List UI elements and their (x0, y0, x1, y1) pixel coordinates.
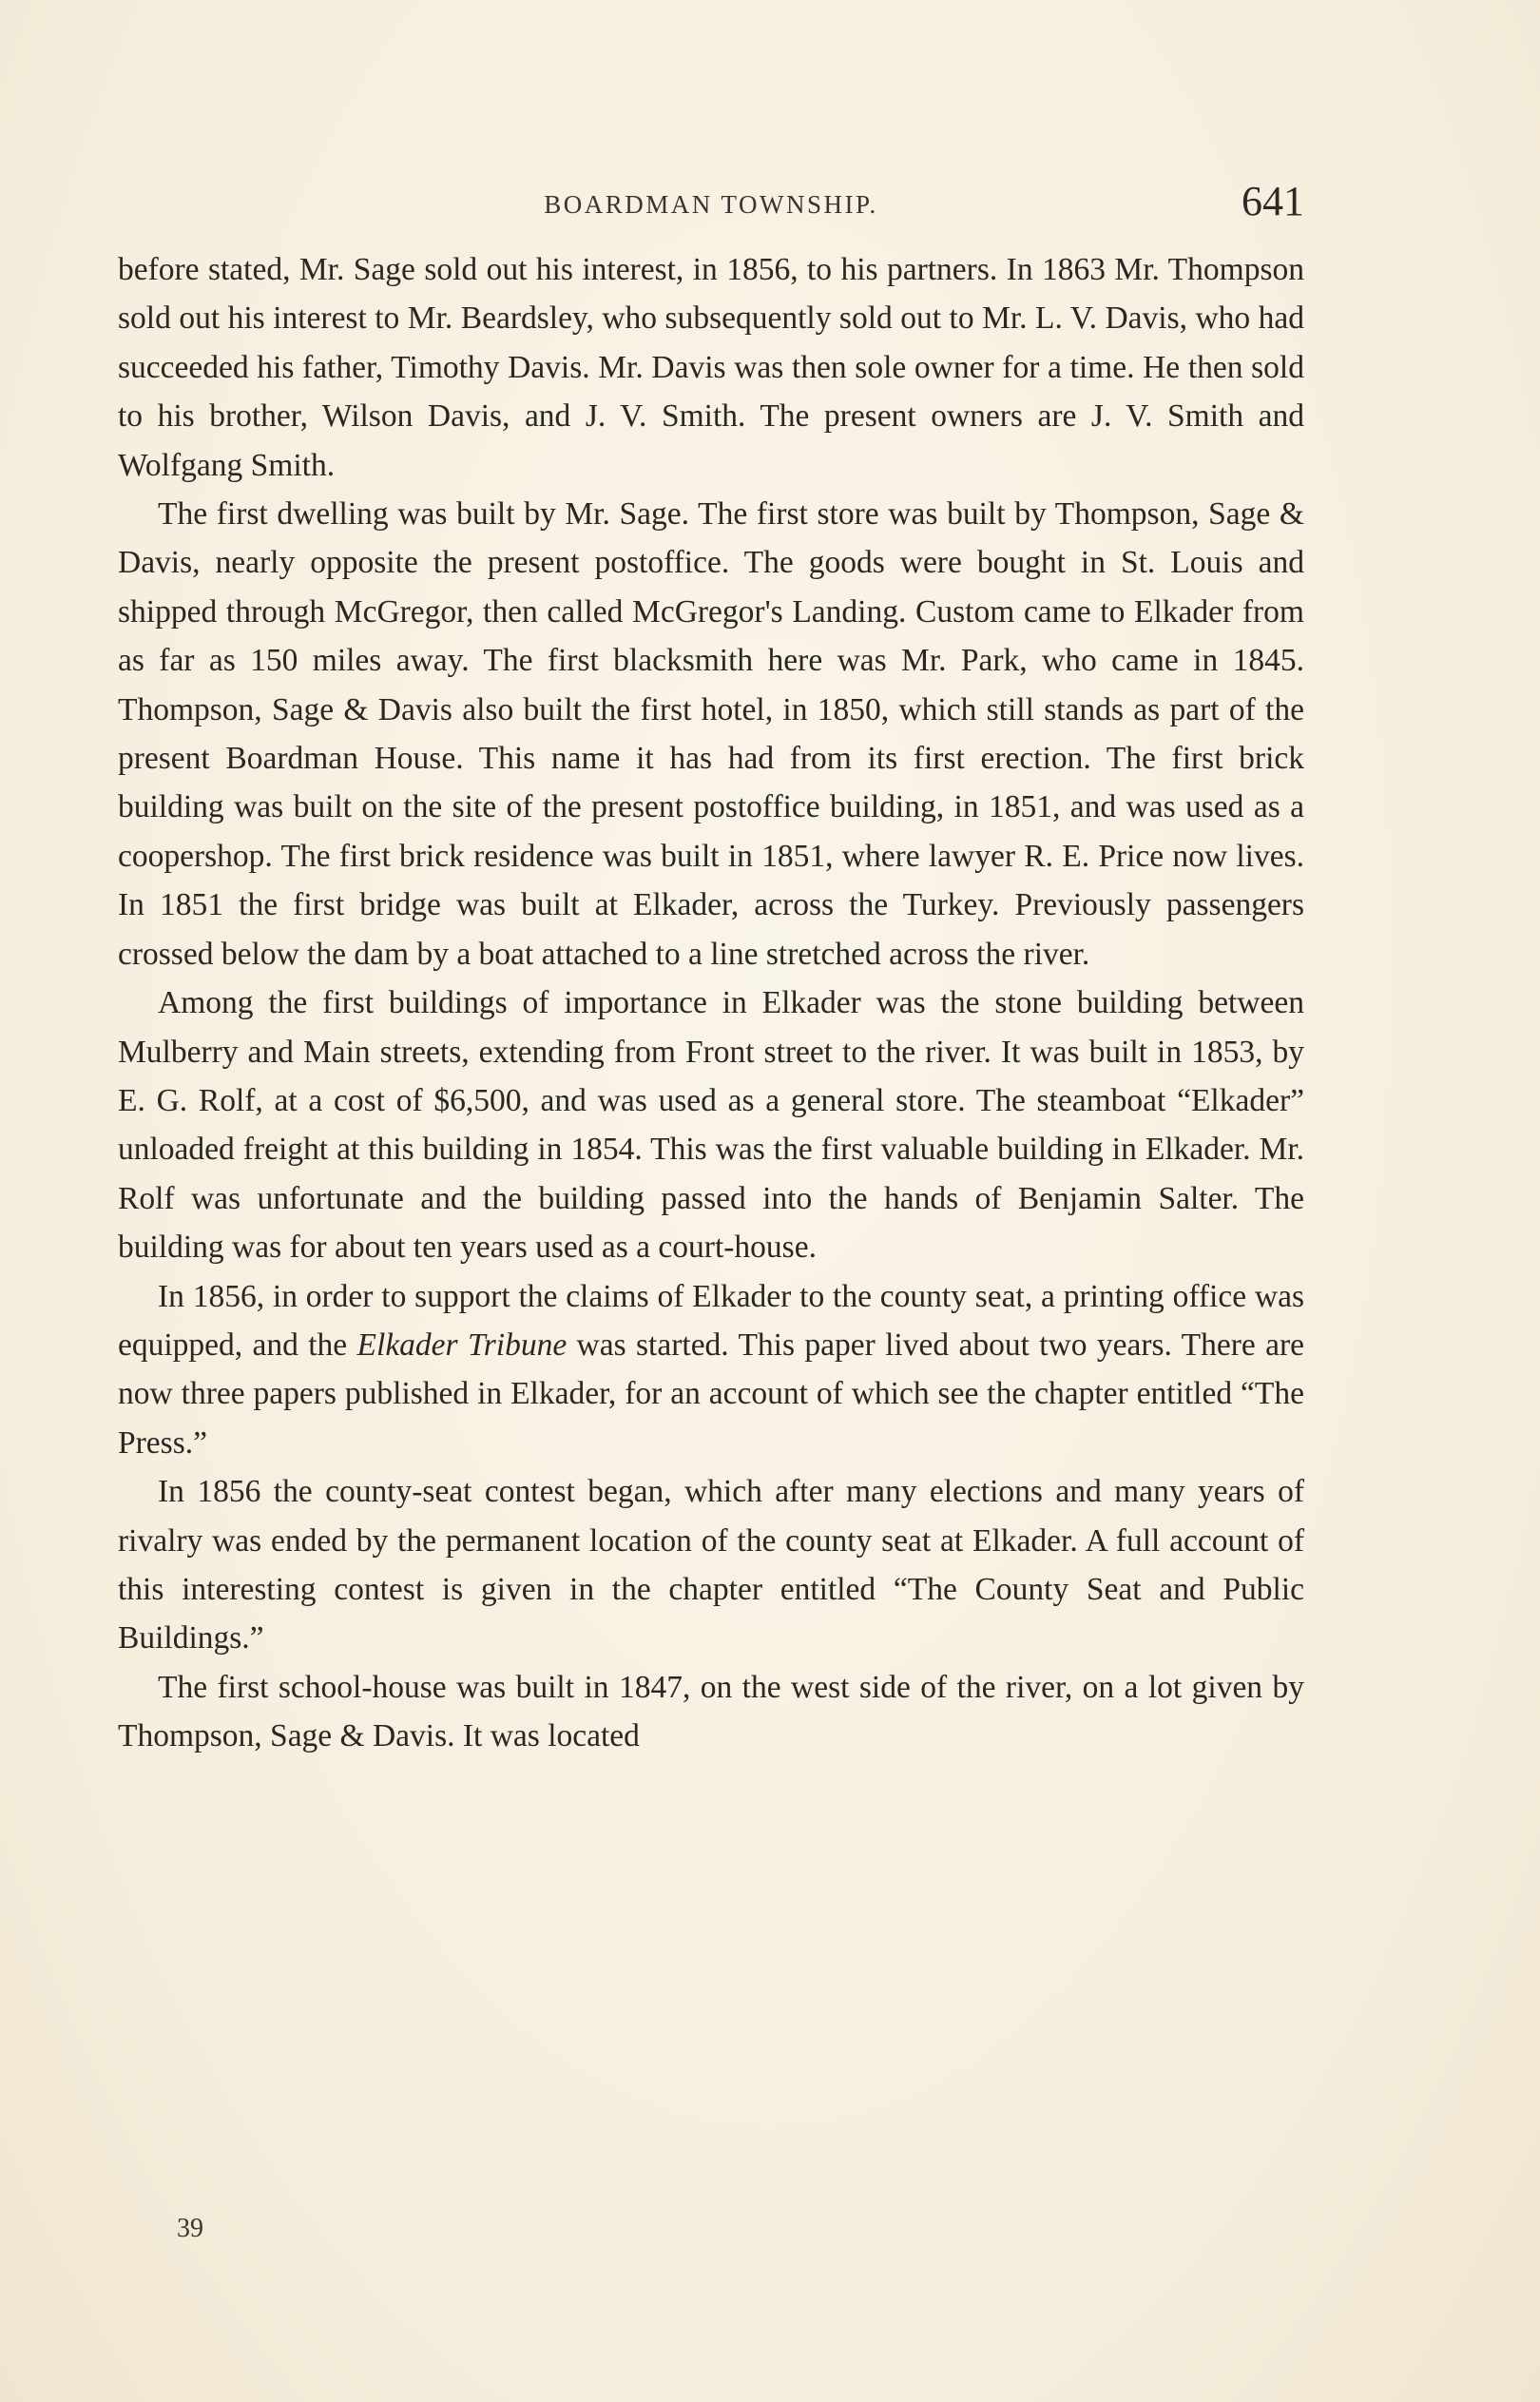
paragraph-school-house: The first school-house was built in 1847, on the west side of the river, on a lot given by Thompson, Sage & Davis. It was located (118, 1669, 1304, 1754)
paragraph-printing-office (118, 1272, 1304, 1468)
page-number: 641 (1242, 178, 1304, 224)
signature-mark: 39 (177, 2214, 203, 2243)
paragraph-text: In 1856, in order to support the claims of Elkader to the county seat, a printing office was equipped, and the (118, 1278, 1304, 1363)
body-text (118, 245, 1304, 1761)
paragraph-text: was started. This paper lived about two years. There are now three papers published in Elkader, for an account of which see the chapter entitled “The Press.” (118, 1327, 1304, 1461)
paragraph-first-buildings: The first dwelling was built by Mr. Sage. The first store was built by Thompson, Sage & Davis, nearly opposite the present postoffice. The goods were bought in St. Louis and shipped through McGregor, then called McGregor's Landing. Custom came to Elkader from as far as 150 miles away. The first blacksmith here was Mr. Park, who came in 1845. Thompson, Sage & Davis also built the first hotel, in 1850, which still stands as part of the present Boardman House. This name it has had from its first erection. The first brick building was built on the site of the present postoffice building, in 1851, and was used as a coopershop. The first brick residence was built in 1851, where lawyer R. E. Price now lives. In 1851 the first bridge was built at Elkader, across the Turkey. Previously passengers crossed below the dam by a boat attached to a line stretched across the river. (118, 496, 1304, 972)
newspaper-title: Elkader Tribune (356, 1327, 568, 1363)
paragraph-stone-building: Among the first buildings of importance in Elkader was the stone building between Mulberry and Main streets, extending from Front street to the river. It was built in 1853, by E. G. Rolf, at a cost of $6,500, and was used as a general store. The steamboat “Elkader” unloaded freight at this building in 1854. This was the first valuable building in Elkader. Mr. Rolf was unfortunate and the building passed into the hands of Benjamin Salter. The building was for about ten years used as a court-house. (118, 985, 1304, 1266)
paragraph-county-seat: In 1856 the county-seat contest began, which after many elections and many years of rivalry was ended by the permanent location of the county seat at Elkader. A full account of this interesting contest is given in the chapter entitled “The County Seat and Public Buildings.” (118, 1474, 1304, 1656)
page-header (118, 177, 1304, 230)
running-title: BOARDMAN TOWNSHIP. (544, 190, 878, 219)
paragraph-continuation: before stated, Mr. Sage sold out his interest, in 1856, to his partners. In 1863 Mr. Thompson sold out his interest to Mr. Beardsley, who subsequently sold out to Mr. L. V. Davis, who had succeeded his father, Timothy Davis. Mr. Davis was then sole owner for a time. He then sold to his brother, Wilson Davis, and J. V. Smith. The present owners are J. V. Smith and Wolfgang Smith. (118, 252, 1304, 483)
